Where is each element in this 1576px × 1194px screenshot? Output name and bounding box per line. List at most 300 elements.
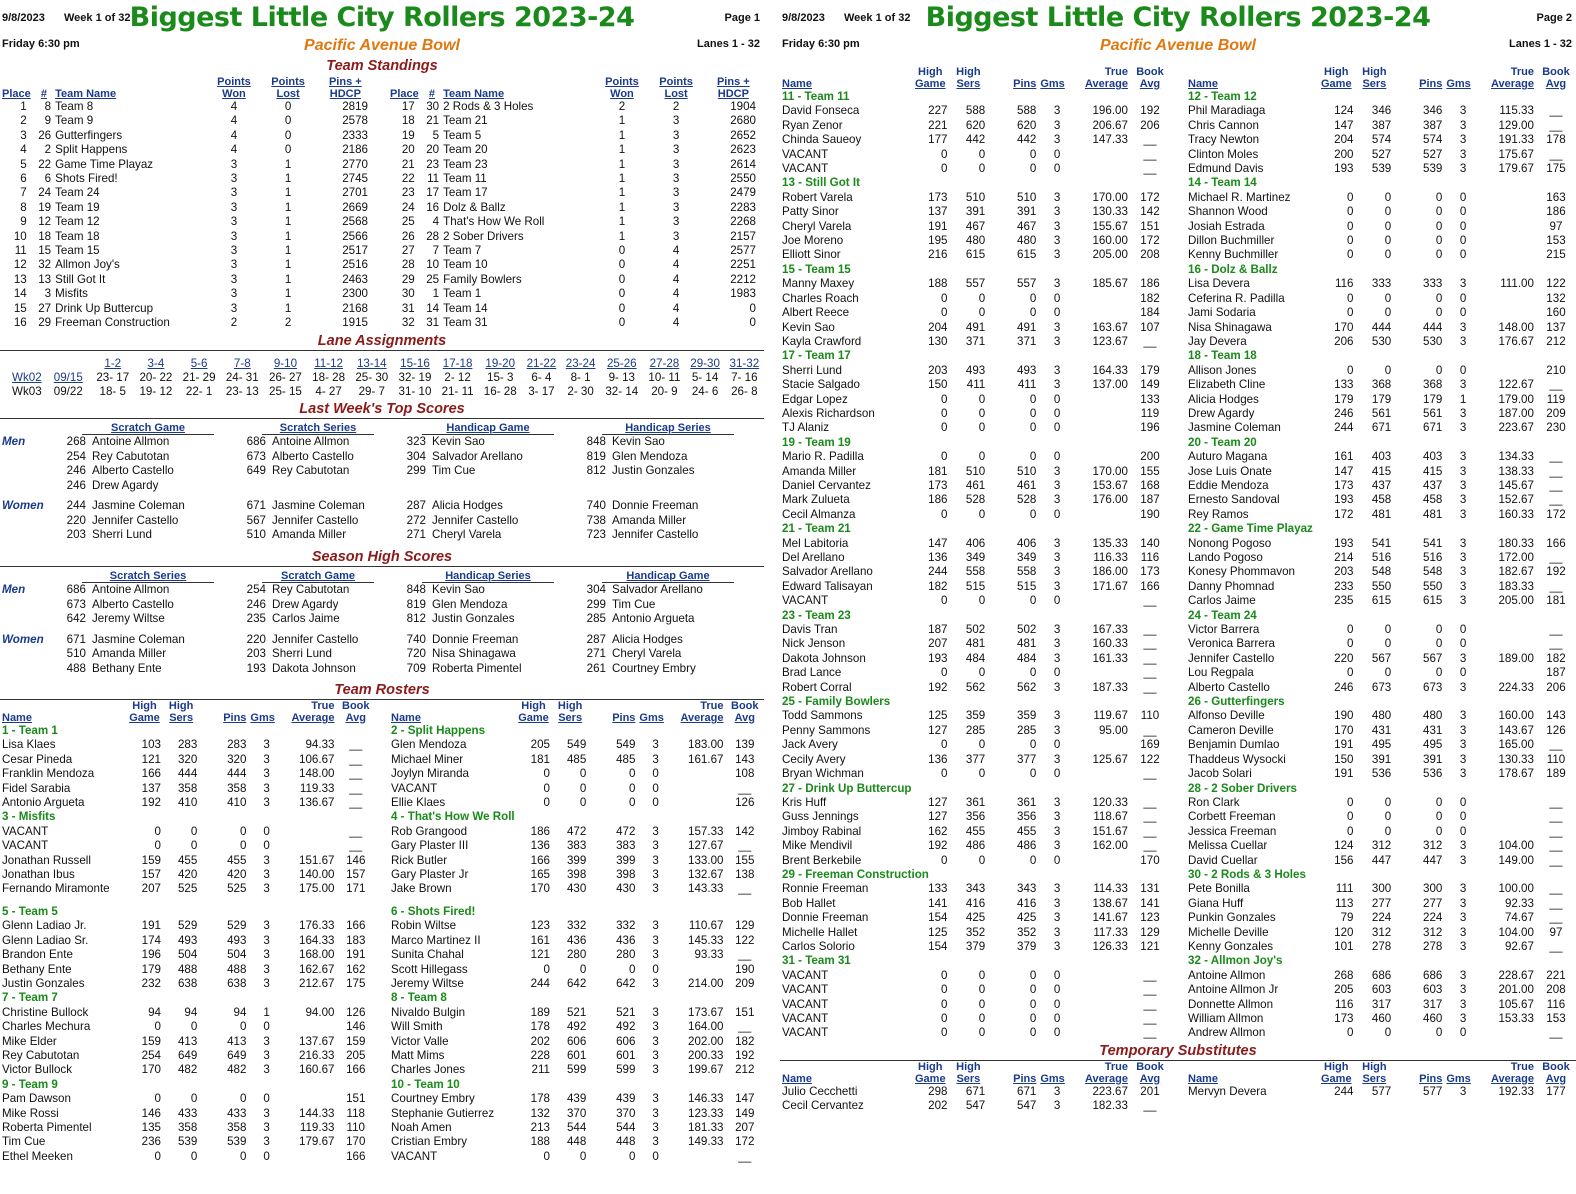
roster-header-ta — [1070, 66, 1130, 90]
standings-cell: 10 — [13, 229, 27, 243]
roster-cell: Noah Amen — [391, 1120, 452, 1134]
roster-cell: Alexis Richardson — [782, 406, 875, 420]
roster-player-row — [780, 681, 1170, 695]
roster-cell: 116 — [1140, 551, 1160, 564]
lane-pair: 22- 1 — [185, 384, 213, 398]
roster-cell: 642 — [616, 976, 636, 990]
score-bowler: Jennifer Castello — [272, 513, 359, 527]
roster-header-ta — [668, 700, 726, 724]
standings-cell: 2517 — [342, 244, 368, 258]
roster-cell: Tracy Newton — [1188, 133, 1260, 147]
roster-cell: 3 — [1459, 536, 1467, 550]
roster-cell: Ron Clark — [1188, 795, 1240, 809]
roster-cell: 144.33 — [299, 1106, 335, 1120]
roster-cell: 161.67 — [688, 752, 724, 766]
roster-team-header — [1186, 695, 1576, 709]
roster-cell: 126 — [735, 796, 755, 810]
roster-player-row — [0, 948, 375, 962]
roster-cell: 125 — [928, 925, 948, 939]
roster-team-name: 32 - Allmon Joy's — [1188, 954, 1283, 968]
roster-cell: 0 — [579, 781, 587, 795]
score-entry — [58, 514, 238, 529]
roster-cell: 3 — [1459, 896, 1467, 910]
roster-cell: Brent Berkebile — [782, 853, 862, 867]
roster-cell: Todd Sammons — [782, 709, 863, 723]
standings-cell: 4 — [672, 316, 680, 330]
roster-cell: 138 — [735, 868, 755, 882]
roster-cell — [1070, 421, 1130, 435]
roster-player-row — [780, 709, 1170, 723]
roster-cell: Ellie Klaes — [391, 796, 446, 810]
standings-cell: 11 — [14, 244, 27, 258]
roster-cell: 549 — [566, 738, 587, 752]
roster-cell: 0 — [1435, 234, 1443, 248]
roster-cell: VACANT — [782, 997, 829, 1011]
roster-cell: 406 — [965, 536, 986, 550]
standings-cell: 2 — [672, 100, 680, 113]
roster-cell: 0 — [941, 306, 948, 320]
roster-cell: 510 — [1017, 190, 1037, 204]
roster-cell: 254 — [141, 1048, 161, 1062]
roster-cell: 3 — [1459, 925, 1467, 939]
score-value: 244 — [66, 499, 86, 512]
roster-player-row — [780, 652, 1170, 666]
roster-cell: 214.00 — [688, 976, 724, 990]
roster-cell: 541 — [1423, 536, 1443, 550]
roster-header-line1: High — [557, 700, 583, 712]
roster-player-row — [780, 248, 1170, 262]
standings-cell: 3 — [230, 287, 238, 301]
score-entry — [398, 612, 578, 627]
roster-player-row — [780, 983, 1170, 997]
roster-header-name — [1186, 66, 1317, 90]
roster-cell — [1476, 234, 1536, 248]
score-entry — [578, 479, 758, 494]
roster-cell: Ronnie Freeman — [782, 882, 869, 896]
roster-header-row — [780, 1061, 1170, 1085]
roster-cell: __ — [1143, 824, 1157, 838]
roster-cell: 398 — [566, 868, 587, 882]
roster-cell: 562 — [1017, 680, 1037, 694]
roster-team-header — [0, 1078, 375, 1092]
roster-cell: 223.67 — [1092, 1084, 1128, 1098]
roster-cell: 0 — [1459, 363, 1467, 377]
roster-team-name: 29 - Freeman Construction — [782, 867, 929, 881]
roster-player-row — [389, 1063, 764, 1077]
roster-cell: 547 — [965, 1099, 986, 1113]
roster-cell: 103 — [141, 738, 161, 752]
score-entry — [578, 662, 758, 677]
standings-cell: Team 21 — [443, 114, 488, 128]
roster-cell: 411 — [1017, 378, 1037, 392]
roster-player-row — [780, 580, 1170, 594]
roster-cell: 502 — [965, 623, 986, 637]
roster-cell: 120 — [1334, 925, 1354, 939]
roster-cell: 447 — [1423, 853, 1443, 867]
roster-player-row — [780, 1099, 1170, 1113]
roster-header-hg — [911, 66, 949, 90]
roster-cell: 3 — [1459, 320, 1467, 334]
score-bowler: Justin Gonzales — [432, 612, 515, 625]
roster-cell: 121 — [141, 752, 161, 766]
roster-cell: 0 — [1459, 190, 1467, 204]
roster-cell: Nonong Pogoso — [1188, 536, 1272, 550]
roster-cell: 178 — [530, 1020, 550, 1034]
roster-player-row — [1186, 191, 1576, 205]
roster-cell: 0 — [1053, 421, 1061, 435]
standings-cell: 2614 — [730, 157, 756, 171]
roster-cell: 536 — [1371, 767, 1392, 781]
roster-cell: 312 — [1371, 839, 1392, 853]
roster-cell: 181.33 — [688, 1120, 724, 1134]
standings-cell: Team 23 — [443, 157, 488, 171]
roster-cell: 0 — [1029, 421, 1037, 435]
roster-header-gms — [1444, 1061, 1476, 1085]
roster-cell: 280 — [616, 948, 636, 962]
standings-cell: 2623 — [730, 143, 756, 157]
roster-header-name: Name — [782, 78, 812, 90]
roster-team-header — [1186, 954, 1576, 968]
roster-cell: 277 — [1423, 896, 1443, 910]
roster-cell: 561 — [1423, 406, 1443, 420]
roster-cell: 196 — [1140, 421, 1160, 435]
roster-cell: 116 — [1546, 997, 1566, 1011]
roster-header-line2: Game — [518, 712, 549, 724]
roster-player-row — [780, 205, 1170, 219]
score-bowler: Tim Cue — [612, 597, 656, 611]
score-bowler: Jasmine Coleman — [92, 499, 185, 512]
roster-cell: 3 — [1053, 723, 1061, 737]
roster-header-line1: High — [1324, 1060, 1349, 1073]
roster-cell: 530 — [1371, 334, 1392, 348]
roster-cell: 123 — [1140, 911, 1160, 925]
roster-cell: 0 — [1347, 795, 1354, 809]
roster-cell: 145.67 — [1498, 478, 1534, 492]
standings-cell: 22 — [401, 172, 415, 186]
score-bowler: Alicia Hodges — [612, 632, 683, 646]
roster-player-row — [1186, 1085, 1576, 1099]
roster-cell — [1476, 1026, 1536, 1040]
roster-cell: 162 — [346, 962, 366, 976]
roster-cell: 190 — [1334, 709, 1354, 723]
roster-cell: 3 — [652, 824, 659, 838]
score-value: 220 — [246, 632, 266, 646]
score-bowler: Jennifer Castello — [612, 528, 699, 541]
roster-cell: 525 — [177, 882, 198, 896]
roster-cell: 436 — [616, 933, 636, 947]
roster-cell: 0 — [628, 767, 636, 781]
roster-cell: 539 — [227, 1135, 247, 1149]
roster-cell: 312 — [1371, 925, 1392, 939]
roster-cell: 638 — [227, 976, 247, 990]
roster-cell: 161.33 — [1092, 651, 1128, 665]
roster-cell: 333 — [1423, 277, 1443, 291]
roster-cell: Marco Martinez II — [391, 933, 481, 947]
roster-cell: 3 — [1053, 478, 1061, 492]
roster-cell: 3 — [652, 738, 659, 752]
score-group-blank — [0, 514, 58, 529]
roster-player-row — [1186, 537, 1576, 551]
roster-cell: Edward Talisayan — [782, 579, 873, 593]
roster-cell: 0 — [978, 997, 986, 1011]
roster-cell: 205 — [530, 738, 550, 752]
standings-cell: 2770 — [342, 157, 368, 171]
standings-row — [388, 114, 764, 128]
roster-cell: Fidel Sarabia — [2, 781, 71, 795]
roster-cell: 3 — [652, 868, 659, 882]
standings-cell: 2550 — [730, 172, 756, 186]
roster-team-header — [780, 609, 1170, 623]
roster-cell: __ — [1549, 551, 1563, 564]
roster-cell: 504 — [177, 948, 198, 962]
roster-cell: 172 — [1140, 234, 1160, 248]
roster-header-line2: Game — [1320, 1072, 1352, 1085]
roster-cell: VACANT — [391, 1149, 438, 1163]
score-value: 193 — [246, 661, 266, 675]
roster-cell: 0 — [941, 968, 948, 982]
standings-cell: 19 — [38, 200, 52, 214]
roster-cell: 92.33 — [1504, 896, 1534, 910]
roster-team-header — [389, 991, 764, 1005]
roster-cell: 209 — [735, 976, 755, 990]
roster-cell: __ — [1143, 723, 1157, 737]
roster-header-ta — [1476, 66, 1536, 90]
roster-cell: 148.00 — [299, 767, 335, 781]
roster-cell: 236 — [141, 1135, 161, 1149]
roster-header-pins — [987, 1061, 1038, 1085]
roster-cell: 0 — [978, 983, 986, 997]
roster-cell: 106.67 — [299, 752, 335, 766]
roster-cell: Mike Mendivil — [782, 839, 853, 853]
season-high-scores — [0, 569, 764, 677]
roster-cell: Lisa Klaes — [2, 738, 56, 752]
standings-cell: 15 — [13, 301, 27, 315]
roster-cell: 0 — [1384, 219, 1392, 233]
roster-cell: 153.67 — [1092, 478, 1128, 492]
standings-cell: 0 — [749, 301, 756, 315]
score-value: 819 — [586, 449, 606, 463]
roster-cell: 186 — [1546, 205, 1566, 219]
roster-team-name: 16 - Dolz & Ballz — [1188, 262, 1278, 276]
roster-cell: 0 — [1029, 406, 1037, 420]
roster-cell: 173 — [1334, 1012, 1354, 1025]
score-bowler: Amanda Miller — [92, 647, 167, 660]
roster-cell: __ — [1549, 493, 1563, 507]
roster-cell: 164.33 — [1092, 363, 1128, 377]
roster-cell: 485 — [566, 752, 587, 766]
roster-cell: 140.00 — [299, 868, 335, 882]
roster-player-row — [389, 1135, 764, 1149]
roster-team-header — [1186, 263, 1576, 277]
standings-cell: 12 — [13, 258, 27, 272]
roster-cell: 188 — [530, 1135, 550, 1149]
roster-player-row — [1186, 983, 1576, 997]
roster-cell: 143.33 — [688, 882, 724, 896]
roster-cell: 3 — [1459, 406, 1467, 420]
roster-header-line1: True — [1104, 1060, 1128, 1073]
roster-cell: 127 — [928, 795, 948, 809]
standings-cell: 3 — [230, 301, 238, 315]
roster-cell: Fernando Miramonte — [2, 882, 110, 896]
roster-cell: 521 — [616, 1005, 636, 1019]
roster-cell: 0 — [978, 162, 986, 176]
roster-cell: 3 — [1053, 551, 1061, 564]
roster-player-row — [1186, 911, 1576, 925]
roster-cell: 0 — [1384, 666, 1392, 680]
standings-cell: 11 — [427, 172, 440, 186]
score-value: 723 — [586, 528, 606, 541]
roster-cell: 129.00 — [1498, 118, 1534, 132]
roster-cell: 110 — [1546, 752, 1566, 766]
lane-week-label: Wk03 — [12, 384, 42, 398]
roster-header-gms: Gms — [250, 712, 275, 724]
roster-cell: 220 — [1334, 651, 1354, 665]
lane-header-pair: 23-24 — [565, 356, 596, 370]
roster-cell: 481 — [1017, 637, 1037, 651]
roster-cell: 3 — [652, 882, 659, 896]
roster-cell: 0 — [652, 796, 659, 810]
roster-player-row — [780, 321, 1170, 335]
roster-cell: 488 — [227, 962, 247, 976]
roster-header-line1: True — [1510, 66, 1534, 78]
roster-cell: 201 — [1140, 1084, 1160, 1098]
roster-cell: 3 — [1053, 579, 1061, 593]
roster-cell: 415 — [1423, 464, 1443, 478]
lane-pair: 32- 14 — [605, 384, 639, 398]
roster-cell: 433 — [177, 1106, 198, 1120]
roster-cell: 420 — [177, 868, 198, 882]
roster-header-hs — [552, 700, 588, 724]
roster-team-name: 30 - 2 Rods & 3 Holes — [1188, 867, 1306, 881]
roster-cell: 0 — [263, 1149, 270, 1163]
roster-player-row — [0, 919, 375, 933]
score-category-header: Handicap Game — [422, 421, 554, 436]
roster-player-row — [1186, 234, 1576, 248]
roster-cell: 137 — [928, 205, 948, 219]
roster-cell: 127.67 — [688, 839, 724, 853]
roster-header-line1: Book — [342, 700, 370, 712]
standings-cell: 1 — [284, 301, 292, 315]
roster-player-row — [0, 977, 375, 991]
roster-cell: 123.67 — [1092, 334, 1128, 348]
roster-cell: 199.67 — [688, 1063, 724, 1077]
roster-cell: 118.67 — [1093, 810, 1128, 824]
roster-cell — [279, 1092, 337, 1106]
score-group-blank — [0, 528, 58, 543]
roster-cell: 0 — [628, 962, 636, 976]
standings-cell: Split Happens — [55, 143, 128, 157]
roster-header-line1: High — [1362, 66, 1387, 78]
roster-cell: 3 — [1053, 810, 1061, 824]
roster-cell: 221 — [928, 118, 948, 132]
roster-cell: 0 — [1029, 306, 1037, 320]
roster-cell: Allison Jones — [1188, 363, 1257, 377]
roster-cell: 94.33 — [305, 738, 335, 752]
lane-pair: 23- 17 — [96, 370, 130, 384]
roster-cell: 170 — [1140, 853, 1160, 867]
roster-header-row — [389, 700, 764, 724]
roster-cell: Justin Gonzales — [2, 976, 85, 990]
roster-cell: Edgar Lopez — [782, 392, 848, 406]
roster-cell: 3 — [263, 976, 270, 990]
roster-team-header — [0, 991, 375, 1005]
score-value: 720 — [406, 647, 426, 660]
roster-cell: 159 — [141, 853, 161, 867]
roster-cell: 448 — [616, 1135, 636, 1149]
roster-header-line1: High — [956, 66, 981, 78]
roster-cell: 601 — [566, 1048, 587, 1062]
standings-cell: 2479 — [730, 186, 756, 200]
roster-cell: __ — [1143, 1012, 1157, 1025]
standings-cell: 1 — [284, 229, 292, 243]
standings-row — [388, 158, 764, 172]
roster-cell: 425 — [1017, 911, 1037, 925]
roster-cell — [1070, 306, 1130, 320]
roster-cell: 0 — [543, 796, 550, 810]
standings-cell: Drink Up Buttercup — [55, 301, 154, 315]
roster-player-row — [780, 508, 1170, 522]
roster-cell: 122 — [1140, 752, 1160, 766]
roster-cell: 606 — [616, 1034, 636, 1048]
roster-cell: __ — [1143, 651, 1157, 665]
roster-cell: 3 — [263, 781, 270, 795]
score-value: 642 — [66, 612, 86, 625]
roster-cell: 485 — [616, 752, 636, 766]
roster-header-ba — [337, 700, 376, 724]
roster-cell: Salvador Arellano — [782, 565, 873, 579]
score-bowler: Salvador Arellano — [612, 583, 703, 596]
roster-cell: 108 — [735, 767, 755, 781]
roster-cell: 515 — [965, 579, 986, 593]
standings-cell: 1 — [284, 157, 292, 171]
roster-team-name: 17 - Team 17 — [782, 349, 851, 363]
roster-team-header — [780, 349, 1170, 363]
roster-cell: 159 — [346, 1034, 366, 1048]
score-entry — [578, 633, 758, 648]
standings-cell: 32 — [38, 258, 52, 272]
roster-cell — [1070, 983, 1130, 997]
roster-player-row — [0, 1020, 375, 1034]
roster-cell — [1070, 854, 1130, 868]
roster-cell: Cesar Pineda — [2, 752, 73, 766]
roster-cell: 411 — [966, 378, 986, 392]
standings-cell: 1 — [618, 200, 626, 214]
roster-cell: 3 — [1053, 896, 1061, 910]
roster-cell: 3 — [263, 1063, 270, 1077]
roster-cell: 156 — [1334, 853, 1354, 867]
roster-cell: 0 — [941, 983, 948, 997]
standings-cell: 24 — [38, 186, 52, 200]
roster-player-row — [389, 1121, 764, 1135]
roster-cell: 383 — [616, 839, 636, 853]
roster-cell: 0 — [941, 594, 948, 608]
roster-cell: 193 — [1334, 536, 1354, 550]
roster-cell: 3 — [1053, 320, 1061, 334]
roster-cell: 493 — [227, 933, 247, 947]
score-value: 812 — [586, 464, 606, 477]
roster-cell — [1070, 292, 1130, 306]
score-value: 203 — [246, 647, 266, 660]
page-header — [0, 0, 764, 60]
roster-player-row — [780, 738, 1170, 752]
roster-cell: 0 — [1053, 1012, 1061, 1025]
roster-player-row — [389, 1092, 764, 1106]
roster-cell: 119.67 — [1093, 709, 1128, 723]
standings-cell: 16 — [426, 200, 440, 214]
roster-cell: 216 — [928, 248, 948, 262]
standings-cell: Still Got It — [55, 272, 106, 286]
roster-cell: 671 — [965, 1084, 986, 1098]
